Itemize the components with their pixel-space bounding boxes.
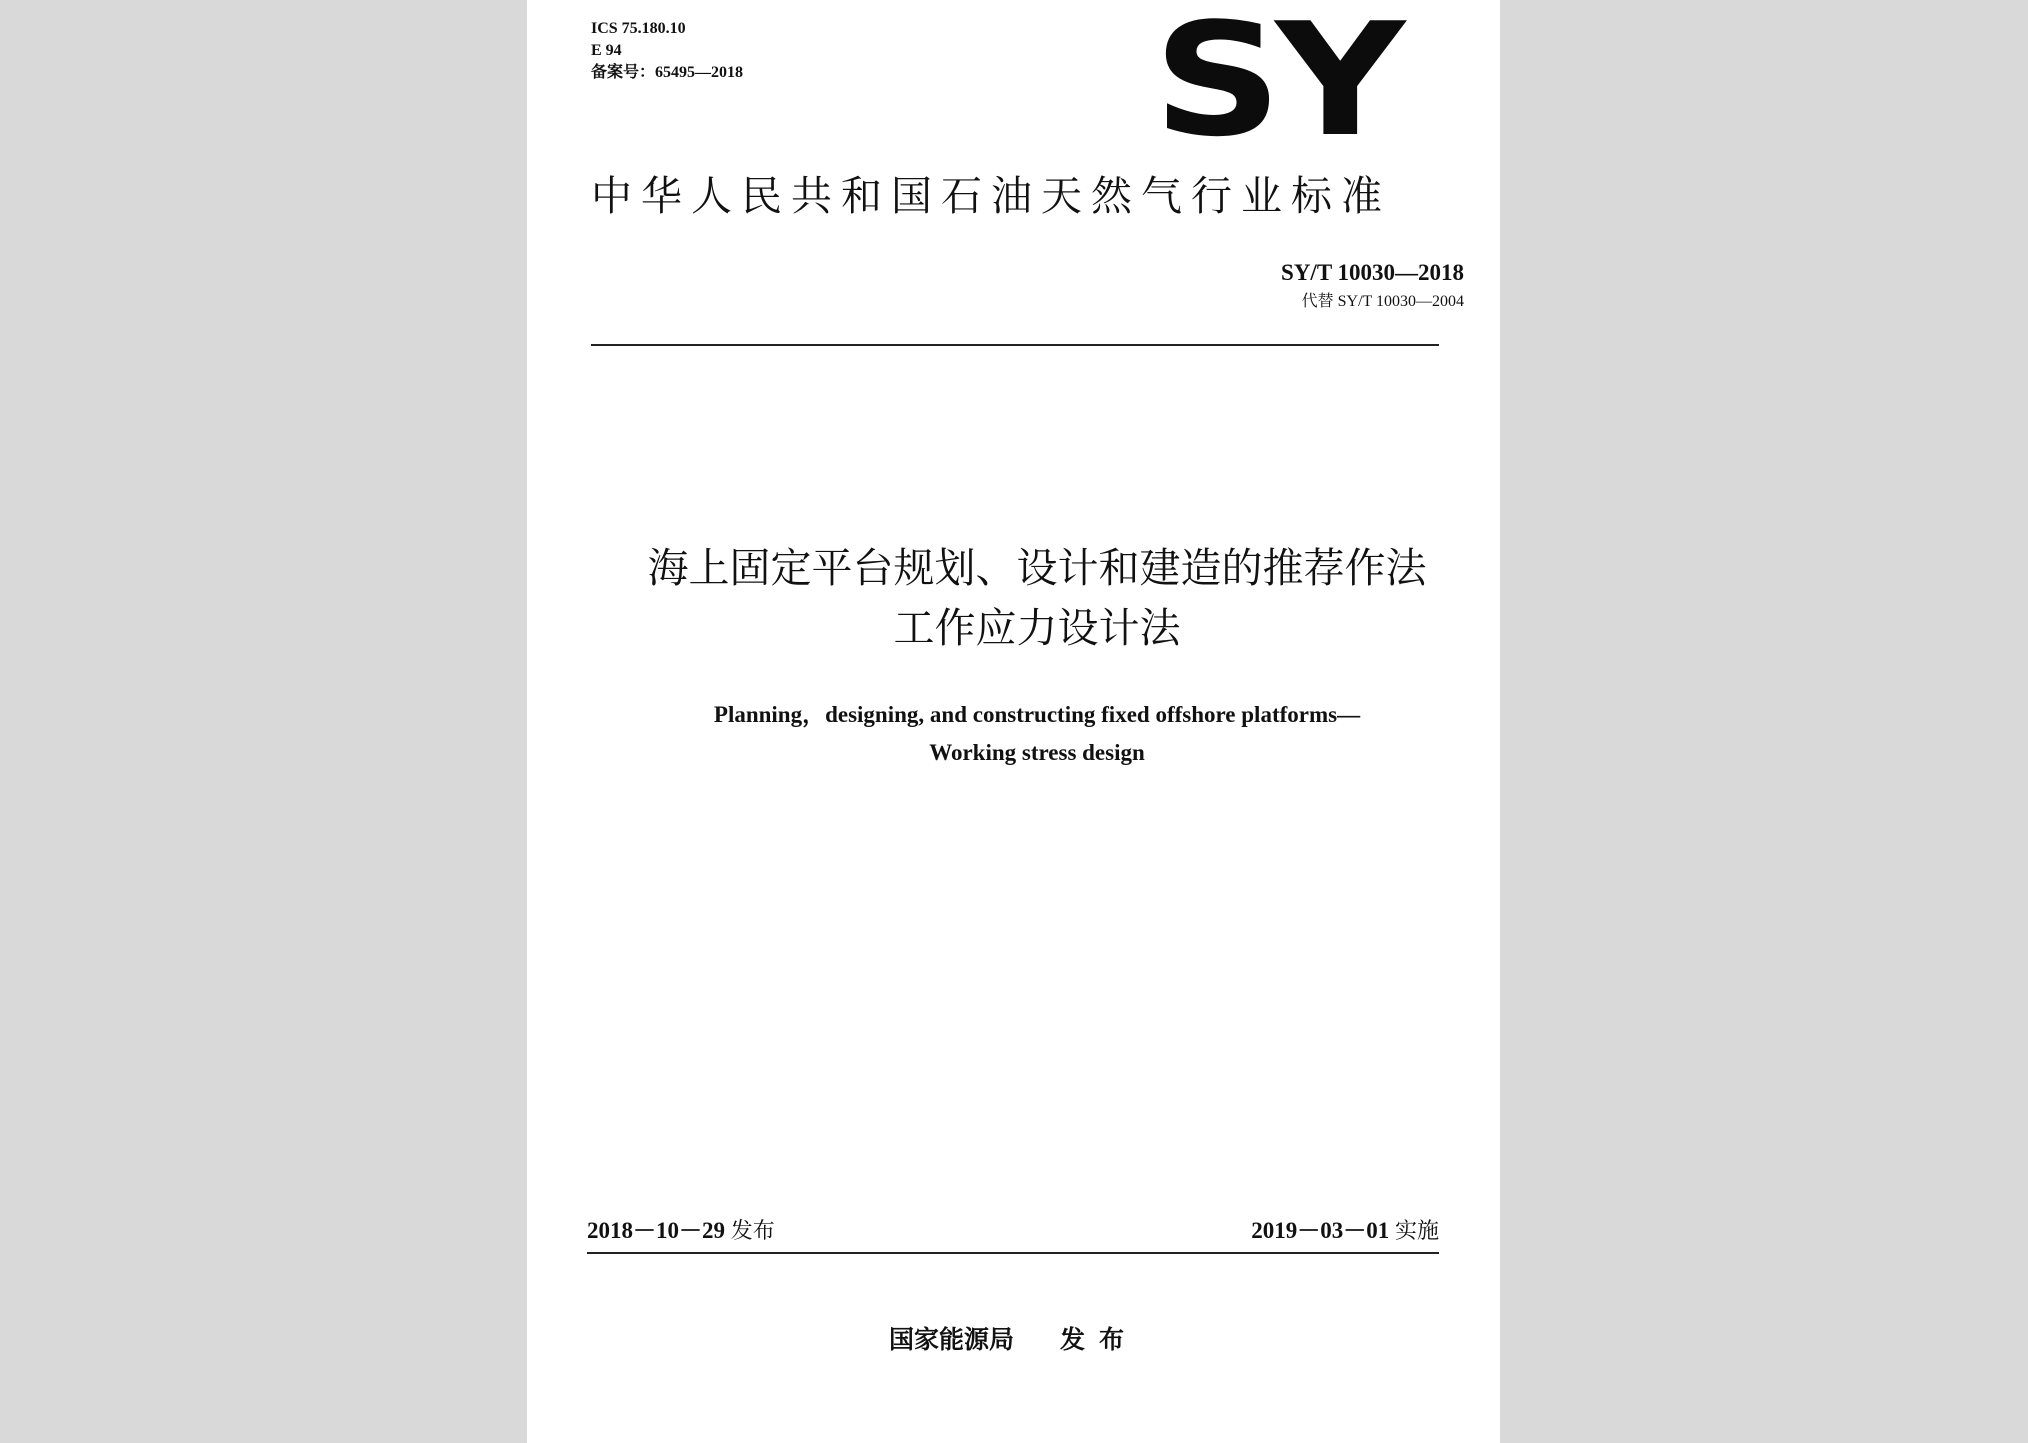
record-number: 备案号：65495—2018 [591,64,744,81]
chinese-title-line-2: 工作应力设计法 [893,604,1181,652]
issue-date [587,1216,775,1247]
implementation-date-label: 实施 [1394,1219,1439,1244]
standard-number: SY/T 10030—2018 [1281,260,1464,285]
classification-block [591,18,743,84]
issue-date-value: 2018－10－29 [587,1218,725,1243]
issuing-authority [527,1320,1500,1356]
chinese-title-line-1: 海上固定平台规划、设计和建造的推荐作法 [647,544,1427,592]
document-page [527,0,1500,1443]
standard-category-title: 中华人民共和国石油天然气行业标准 [591,172,1391,220]
chinese-title [527,538,1547,658]
implementation-date [1251,1216,1439,1247]
dates-row [587,1216,1439,1248]
ics-code: ICS 75.180.10 [591,20,686,37]
issuer-action: 发布 [1060,1325,1139,1354]
implementation-date-value: 2019－03－01 [1251,1218,1390,1243]
english-title-line-2: Working stress design [929,740,1145,765]
top-divider [591,344,1439,346]
standard-code-block [1281,258,1464,314]
issue-date-label: 发布 [730,1219,775,1244]
sy-logo: SY [1153,0,1399,171]
issuer-name: 国家能源局 [888,1325,1014,1354]
replaces-standard: 代替 SY/T 10030—2004 [1301,293,1464,310]
bottom-divider [587,1252,1439,1254]
english-title-line-1: Planning，designing, and constructing fixed offshore platforms— [713,702,1361,727]
ccs-code: E 94 [591,42,622,59]
english-title [527,696,1547,772]
